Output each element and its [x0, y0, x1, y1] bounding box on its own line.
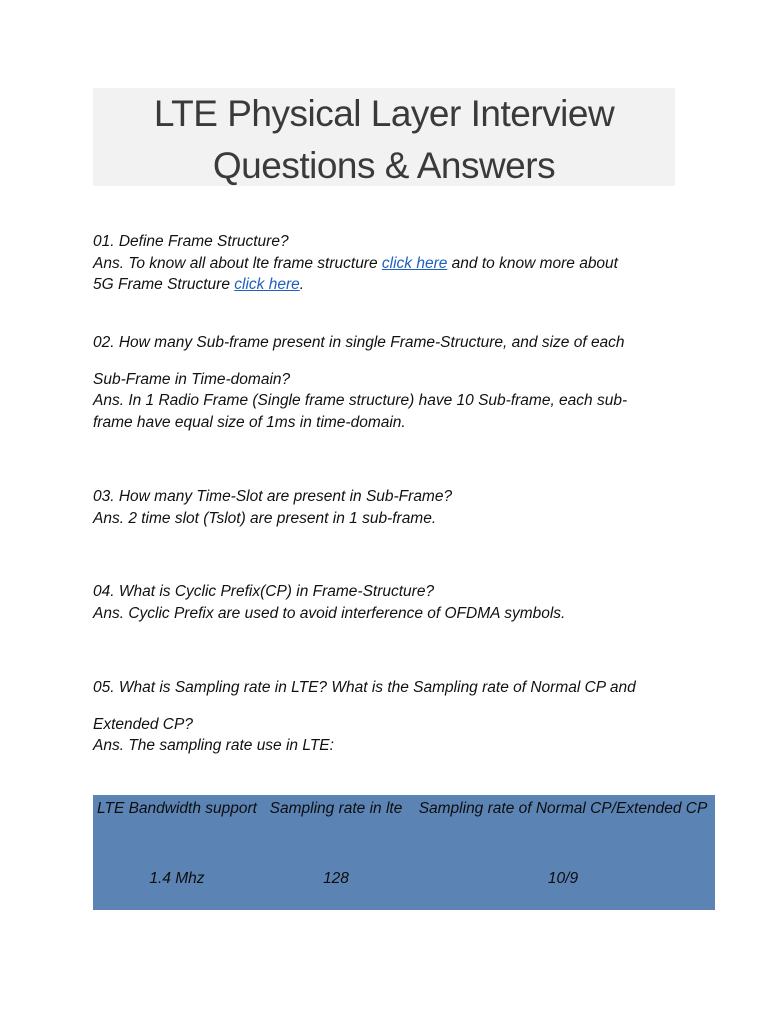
answer-3: Ans. 2 time slot (Tslot) are present in 1 sub-frame.	[93, 509, 437, 527]
5g-frame-structure-link[interactable]: click here	[234, 276, 300, 293]
question-2-line-2: Sub-Frame in Time-domain?	[93, 370, 291, 388]
answer-5: Ans. The sampling rate use in LTE:	[93, 737, 334, 754]
header-lte-bandwidth: LTE Bandwidth support	[97, 800, 257, 817]
answer-2-line-2: frame have equal size of 1ms in time-domain.	[93, 413, 406, 431]
frame-structure-link[interactable]: click here	[381, 254, 448, 272]
question-5-line-2: Extended CP?	[93, 715, 193, 733]
qa-item-1	[93, 231, 673, 296]
qa-item-3	[93, 486, 673, 529]
page-title-line-2: Questions & Answers	[212, 145, 556, 186]
question-3: 03. How many Time-Slot are present in Sub-Frame?	[93, 488, 453, 505]
qa-item-5	[93, 677, 673, 757]
question-5-line-1: 05. What is Sampling rate in LTE? What is the Sampling rate of Normal CP and	[93, 679, 636, 696]
cell-bandwidth: 1.4 Mhz	[149, 870, 205, 887]
answer-1-text-a: Ans. To know all about lte frame structure	[93, 254, 382, 272]
answer-1-text-c: 5G Frame Structure	[93, 276, 235, 293]
cell-sampling-rate: 128	[323, 870, 349, 887]
question-2-line-1: 02. How many Sub-frame present in single Frame-Structure, and size of each	[93, 334, 625, 351]
table-header-row	[93, 795, 715, 868]
answer-2-line-1: Ans. In 1 Radio Frame (Single frame structure) have 10 Sub-frame, each sub-	[93, 392, 628, 409]
answer-4: Ans. Cyclic Prefix are used to avoid interference of OFDMA symbols.	[93, 604, 566, 622]
header-cp-sampling-rate: Sampling rate of Normal CP/Extended CP	[418, 800, 708, 817]
answer-1-text-d: .	[299, 276, 305, 293]
page-title-line-1: LTE Physical Layer Interview	[153, 93, 615, 134]
answer-1-text-b: and to know more about	[447, 254, 618, 272]
title-banner	[93, 88, 675, 186]
question-4: 04. What is Cyclic Prefix(CP) in Frame-Structure?	[93, 583, 435, 600]
cell-cp-ratio: 10/9	[547, 870, 579, 887]
question-1: 01. Define Frame Structure?	[93, 233, 289, 250]
sampling-rate-grid	[93, 795, 715, 889]
sampling-rate-table	[93, 795, 715, 910]
header-sampling-rate: Sampling rate in lte	[269, 800, 403, 817]
table-row	[93, 868, 715, 889]
answer-1	[93, 253, 673, 296]
qa-item-2	[93, 332, 673, 433]
qa-item-4	[93, 581, 673, 624]
